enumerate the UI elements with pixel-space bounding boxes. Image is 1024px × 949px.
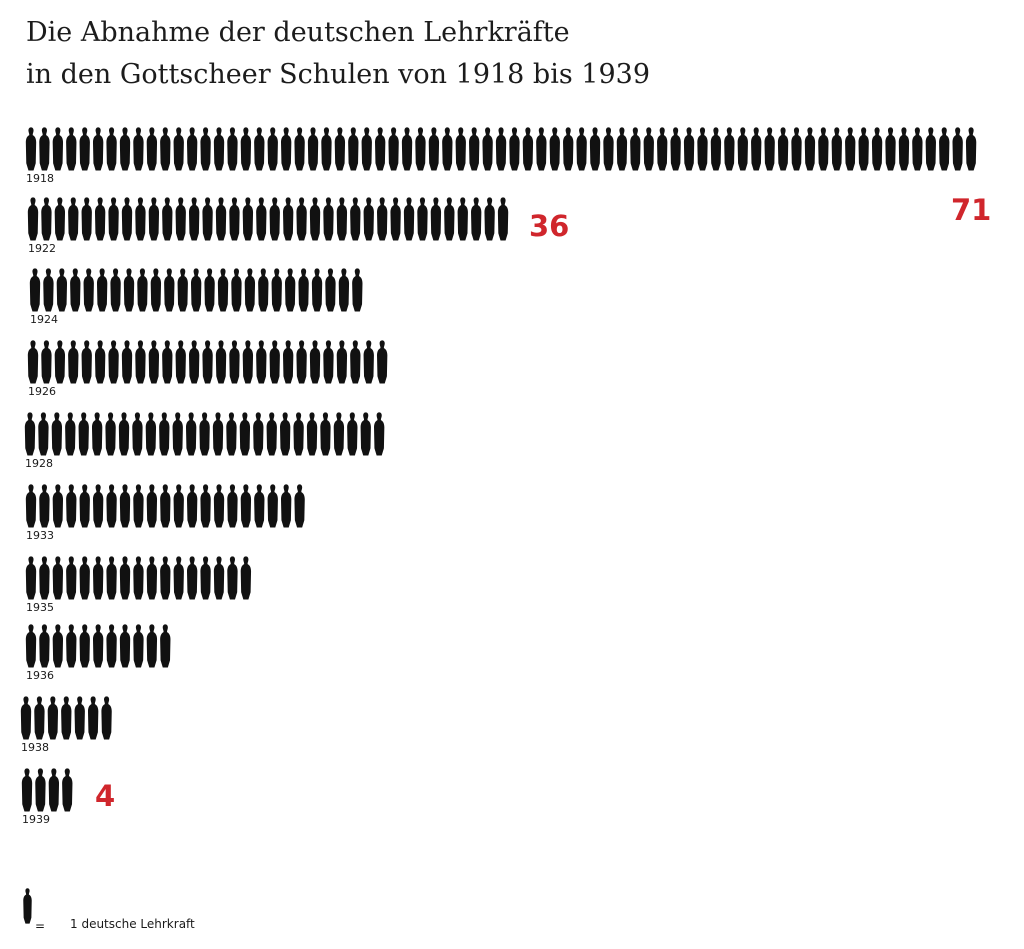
teacher-figure-icon — [563, 127, 573, 170]
teacher-figure-icon — [25, 412, 35, 455]
teacher-figure-icon — [93, 127, 103, 170]
teacher-figure-icon — [160, 484, 170, 527]
teacher-figure-icon — [298, 268, 308, 311]
teacher-figure-icon — [122, 197, 132, 240]
teacher-figure-icon — [697, 127, 707, 170]
legend-label: 1 deutsche Lehrkraft — [70, 917, 195, 931]
teacher-figure-icon — [334, 412, 344, 455]
teacher-figure-icon — [805, 127, 815, 170]
teacher-figure-icon — [38, 412, 48, 455]
teacher-figure-icon — [307, 412, 317, 455]
teacher-figure-icon — [312, 268, 322, 311]
teacher-figure-icon — [97, 268, 107, 311]
teacher-figure-icon — [120, 624, 130, 667]
teacher-figure-icon — [84, 268, 94, 311]
teacher-figure-icon — [159, 412, 169, 455]
teacher-figure-icon — [30, 268, 40, 311]
teacher-figure-icon — [26, 624, 36, 667]
teacher-figure-icon — [146, 412, 156, 455]
teacher-figure-icon — [93, 556, 103, 599]
year-label-1939: 1939 — [22, 813, 50, 826]
teacher-figure-icon — [49, 768, 59, 811]
year-label-1933: 1933 — [26, 529, 54, 542]
teacher-figure-icon — [34, 696, 44, 739]
teacher-figure-icon — [93, 624, 103, 667]
teacher-figure-icon — [216, 197, 226, 240]
teacher-figure-icon — [160, 556, 170, 599]
teacher-figure-icon — [28, 197, 38, 240]
teacher-figure-icon — [92, 412, 102, 455]
teacher-figure-icon — [133, 484, 143, 527]
teacher-figure-icon — [670, 127, 680, 170]
teacher-figure-icon — [57, 268, 67, 311]
teacher-figure-icon — [523, 127, 533, 170]
teacher-figure-icon — [294, 127, 304, 170]
teacher-figure-icon — [241, 484, 251, 527]
teacher-figure-icon — [204, 268, 214, 311]
teacher-figure-icon — [280, 412, 290, 455]
teacher-figure-icon — [337, 340, 347, 383]
teacher-figure-icon — [484, 197, 494, 240]
teacher-figure-icon — [764, 127, 774, 170]
teacher-figure-icon — [272, 268, 282, 311]
teacher-figure-icon — [227, 127, 237, 170]
teacher-figure-icon — [106, 127, 116, 170]
teacher-figure-icon — [778, 127, 788, 170]
teacher-figure-icon — [39, 556, 49, 599]
teacher-figure-icon — [214, 484, 224, 527]
teacher-figure-icon — [377, 197, 387, 240]
teacher-figure-icon — [241, 556, 251, 599]
year-label-1924: 1924 — [30, 313, 58, 326]
teacher-figure-icon — [576, 127, 586, 170]
teacher-figure-icon — [402, 127, 412, 170]
teacher-figure-icon — [95, 340, 105, 383]
chart-title-line-2: in den Gottscheer Schulen von 1918 bis 1939 — [26, 59, 651, 90]
year-row-1935 — [26, 556, 251, 614]
teacher-figure-icon — [281, 127, 291, 170]
teacher-figure-icon — [469, 127, 479, 170]
teacher-figure-icon — [644, 127, 654, 170]
teacher-figure-icon — [404, 197, 414, 240]
teacher-figure-icon — [293, 412, 303, 455]
teacher-figure-icon — [53, 624, 63, 667]
teacher-figure-icon — [120, 127, 130, 170]
year-row-1928 — [25, 412, 385, 470]
teacher-figure-icon — [41, 197, 51, 240]
teacher-figure-icon — [61, 696, 71, 739]
teacher-figure-icon — [310, 197, 320, 240]
teacher-figure-icon — [872, 127, 882, 170]
teacher-figure-icon — [176, 340, 186, 383]
teacher-figure-icon — [137, 268, 147, 311]
teacher-figure-icon — [536, 127, 546, 170]
teacher-figure-icon — [26, 556, 36, 599]
year-row-1924 — [30, 268, 363, 326]
teacher-figure-icon — [240, 412, 250, 455]
teacher-figure-icon — [39, 624, 49, 667]
teacher-figure-icon — [254, 127, 264, 170]
teacher-figure-icon — [200, 127, 210, 170]
teacher-figure-icon — [415, 127, 425, 170]
teacher-figure-icon — [339, 268, 349, 311]
teacher-figure-icon — [256, 340, 266, 383]
teacher-figure-icon — [791, 127, 801, 170]
teacher-figure-icon — [296, 197, 306, 240]
teacher-figure-icon — [108, 197, 118, 240]
teacher-figure-icon — [966, 127, 976, 170]
teacher-figure-icon — [711, 127, 721, 170]
teacher-figure-icon — [132, 412, 142, 455]
teacher-figure-icon — [214, 556, 224, 599]
teacher-figure-icon — [106, 556, 116, 599]
teacher-figure-icon — [350, 340, 360, 383]
teacher-figure-icon — [82, 197, 92, 240]
teacher-figure-icon — [53, 556, 63, 599]
teacher-figure-icon — [187, 127, 197, 170]
teacher-figure-icon — [482, 127, 492, 170]
teacher-figure-icon — [43, 268, 53, 311]
teacher-figure-icon — [189, 197, 199, 240]
teacher-figure-icon — [296, 340, 306, 383]
teacher-figure-icon — [93, 484, 103, 527]
teacher-figure-icon — [268, 484, 278, 527]
teacher-figure-icon — [95, 197, 105, 240]
teacher-figure-icon — [442, 127, 452, 170]
teacher-figure-icon — [509, 127, 519, 170]
teacher-figure-icon — [417, 197, 427, 240]
teacher-figure-icon — [55, 197, 65, 240]
teacher-figure-icon — [258, 268, 268, 311]
year-row-1922 — [28, 197, 508, 255]
teacher-figure-icon — [227, 556, 237, 599]
teacher-figure-icon — [724, 127, 734, 170]
teacher-figure-icon — [21, 696, 31, 739]
teacher-figure-icon — [456, 127, 466, 170]
teacher-figure-icon — [35, 768, 45, 811]
teacher-figure-icon — [178, 268, 188, 311]
teacher-figure-icon — [751, 127, 761, 170]
teacher-figure-icon — [147, 624, 157, 667]
teacher-figure-icon — [62, 768, 72, 811]
teacher-figure-icon — [320, 412, 330, 455]
teacher-figure-icon — [245, 268, 255, 311]
year-label-1938: 1938 — [21, 741, 49, 754]
teacher-figure-icon — [101, 696, 111, 739]
teacher-figure-icon — [48, 696, 58, 739]
teacher-figure-icon — [458, 197, 468, 240]
teacher-figure-icon — [377, 340, 387, 383]
teacher-figure-icon — [66, 484, 76, 527]
teacher-figure-icon — [68, 340, 78, 383]
year-row-1918 — [26, 127, 976, 185]
teacher-figure-icon — [75, 696, 85, 739]
teacher-figure-icon — [52, 412, 62, 455]
teacher-figure-icon — [39, 127, 49, 170]
teacher-figure-icon — [832, 127, 842, 170]
teacher-figure-icon — [939, 127, 949, 170]
teacher-figure-icon — [253, 412, 263, 455]
teacher-figure-icon — [348, 127, 358, 170]
teacher-figure-icon — [216, 340, 226, 383]
teacher-figure-icon — [22, 768, 32, 811]
teacher-figure-icon — [160, 127, 170, 170]
teacher-figure-icon — [352, 268, 362, 311]
teacher-figure-icon — [325, 268, 335, 311]
teacher-figure-icon — [926, 127, 936, 170]
teacher-figure-icon — [362, 127, 372, 170]
teacher-figure-icon — [173, 412, 183, 455]
teacher-figure-icon — [281, 484, 291, 527]
teacher-figure-icon — [550, 127, 560, 170]
teacher-figure-icon — [147, 127, 157, 170]
teacher-figure-icon — [684, 127, 694, 170]
teacher-figure-icon — [953, 127, 963, 170]
teacher-figure-icon — [231, 268, 241, 311]
teacher-figure-icon — [186, 412, 196, 455]
year-label-1935: 1935 — [26, 601, 54, 614]
teacher-figure-icon — [229, 197, 239, 240]
teacher-figure-icon — [243, 197, 253, 240]
teacher-figure-icon — [133, 624, 143, 667]
teacher-figure-icon — [162, 340, 172, 383]
teacher-figure-icon — [88, 696, 98, 739]
teacher-figure-icon — [200, 484, 210, 527]
teacher-figure-icon — [53, 484, 63, 527]
teacher-figure-icon — [858, 127, 868, 170]
teacher-figure-icon — [53, 127, 63, 170]
teacher-figure-icon — [162, 197, 172, 240]
teacher-figure-icon — [845, 127, 855, 170]
teacher-figure-icon — [350, 197, 360, 240]
teacher-figure-icon — [79, 412, 89, 455]
teacher-figure-icon — [364, 197, 374, 240]
teacher-figure-icon — [120, 556, 130, 599]
teacher-figure-icon — [68, 197, 78, 240]
teacher-figure-icon — [202, 197, 212, 240]
teacher-figure-icon — [227, 484, 237, 527]
year-row-1939 — [22, 768, 73, 826]
teacher-figure-icon — [335, 127, 345, 170]
teacher-figure-icon — [364, 340, 374, 383]
count-label-1918: 71 — [951, 193, 992, 227]
teacher-figure-icon — [187, 556, 197, 599]
teacher-figure-icon — [444, 197, 454, 240]
teacher-figure-icon — [105, 412, 115, 455]
year-row-1938 — [21, 696, 112, 754]
teacher-figure-icon — [603, 127, 613, 170]
teacher-figure-icon — [119, 412, 129, 455]
teacher-figure-icon — [199, 412, 209, 455]
teacher-figure-icon — [202, 340, 212, 383]
teacher-figure-icon — [174, 127, 184, 170]
teacher-figure-icon — [254, 484, 264, 527]
teacher-figure-icon — [270, 197, 280, 240]
teacher-figure-icon — [229, 340, 239, 383]
teacher-figure-icon — [149, 340, 159, 383]
teacher-figure-icon — [294, 484, 304, 527]
teacher-figure-icon — [133, 556, 143, 599]
teacher-figure-icon — [106, 484, 116, 527]
teacher-figure-icon — [120, 484, 130, 527]
year-row-1933 — [26, 484, 305, 542]
teacher-figure-icon — [39, 484, 49, 527]
teacher-figure-icon — [174, 484, 184, 527]
teacher-figure-icon — [657, 127, 667, 170]
teacher-figure-icon — [213, 412, 223, 455]
teacher-figure-icon — [135, 340, 145, 383]
teacher-figure-icon — [471, 197, 481, 240]
teacher-figure-icon — [122, 340, 132, 383]
teacher-figure-icon — [124, 268, 134, 311]
teacher-figure-icon — [283, 340, 293, 383]
year-row-1926 — [28, 340, 388, 398]
teacher-figure-icon — [912, 127, 922, 170]
teacher-figure-icon — [375, 127, 385, 170]
teacher-figure-icon — [151, 268, 161, 311]
teacher-figure-icon — [66, 624, 76, 667]
teacher-figure-icon — [65, 412, 75, 455]
teacher-figure-icon — [41, 340, 51, 383]
teacher-figure-icon — [818, 127, 828, 170]
year-row-1936 — [26, 624, 171, 682]
teacher-figure-icon — [66, 556, 76, 599]
teacher-figure-icon — [308, 127, 318, 170]
teacher-figure-icon — [498, 197, 508, 240]
year-label-1918: 1918 — [26, 172, 54, 185]
teacher-figure-icon — [268, 127, 278, 170]
teacher-figure-icon — [133, 127, 143, 170]
teacher-figure-icon — [337, 197, 347, 240]
teacher-figure-icon — [187, 484, 197, 527]
teacher-figure-icon — [323, 197, 333, 240]
teacher-figure-icon — [885, 127, 895, 170]
year-label-1928: 1928 — [25, 457, 53, 470]
teacher-figure-icon — [164, 268, 174, 311]
legend — [23, 888, 195, 933]
year-label-1926: 1926 — [28, 385, 56, 398]
teacher-figure-icon — [899, 127, 909, 170]
teacher-figure-icon — [630, 127, 640, 170]
teacher-figure-icon — [149, 197, 159, 240]
teacher-figure-icon — [347, 412, 357, 455]
teacher-figure-icon — [26, 127, 36, 170]
teacher-figure-icon — [241, 127, 251, 170]
teacher-figure-icon — [70, 268, 80, 311]
teacher-figure-icon — [135, 197, 145, 240]
teacher-figure-icon — [431, 197, 441, 240]
teacher-figure-icon — [26, 484, 36, 527]
teacher-figure-icon — [189, 340, 199, 383]
teacher-figure-icon — [147, 556, 157, 599]
count-label-1922: 36 — [529, 209, 570, 243]
teacher-figure-icon — [226, 412, 236, 455]
year-label-1922: 1922 — [28, 242, 56, 255]
teacher-figure-icon — [256, 197, 266, 240]
year-label-1936: 1936 — [26, 669, 54, 682]
teacher-figure-icon — [267, 412, 277, 455]
teacher-figure-icon — [218, 268, 228, 311]
teacher-figure-icon — [28, 340, 38, 383]
teacher-figure-icon — [285, 268, 295, 311]
teacher-figure-icon — [374, 412, 384, 455]
teacher-figure-icon — [80, 484, 90, 527]
teacher-figure-icon — [147, 484, 157, 527]
teacher-figure-icon — [191, 268, 201, 311]
teacher-figure-icon — [738, 127, 748, 170]
teacher-figure-icon — [200, 556, 210, 599]
teacher-figure-icon — [110, 268, 120, 311]
teacher-figure-icon — [66, 127, 76, 170]
teacher-figure-icon — [283, 197, 293, 240]
teacher-figure-icon — [160, 624, 170, 667]
teacher-figure-icon — [429, 127, 439, 170]
teacher-figure-icon — [82, 340, 92, 383]
count-label-1939: 4 — [95, 779, 116, 813]
teacher-figure-icon — [390, 197, 400, 240]
legend-teacher-icon — [23, 888, 31, 923]
teacher-figure-icon — [214, 127, 224, 170]
teacher-figure-icon — [80, 556, 90, 599]
teacher-figure-icon — [270, 340, 280, 383]
teacher-figure-icon — [323, 340, 333, 383]
teacher-figure-icon — [388, 127, 398, 170]
teacher-figure-icon — [80, 624, 90, 667]
chart-title-line-1: Die Abnahme der deutschen Lehrkräfte — [26, 17, 570, 48]
teacher-figure-icon — [176, 197, 186, 240]
teacher-figure-icon — [55, 340, 65, 383]
teacher-figure-icon — [617, 127, 627, 170]
teacher-figure-icon — [108, 340, 118, 383]
teacher-figure-icon — [174, 556, 184, 599]
teacher-figure-icon — [321, 127, 331, 170]
teacher-figure-icon — [496, 127, 506, 170]
teacher-figure-icon — [80, 127, 90, 170]
teacher-figure-icon — [310, 340, 320, 383]
legend-equals-sign: = — [35, 919, 46, 933]
teacher-figure-icon — [590, 127, 600, 170]
teacher-figure-icon — [243, 340, 253, 383]
teacher-figure-icon — [361, 412, 371, 455]
teacher-figure-icon — [106, 624, 116, 667]
